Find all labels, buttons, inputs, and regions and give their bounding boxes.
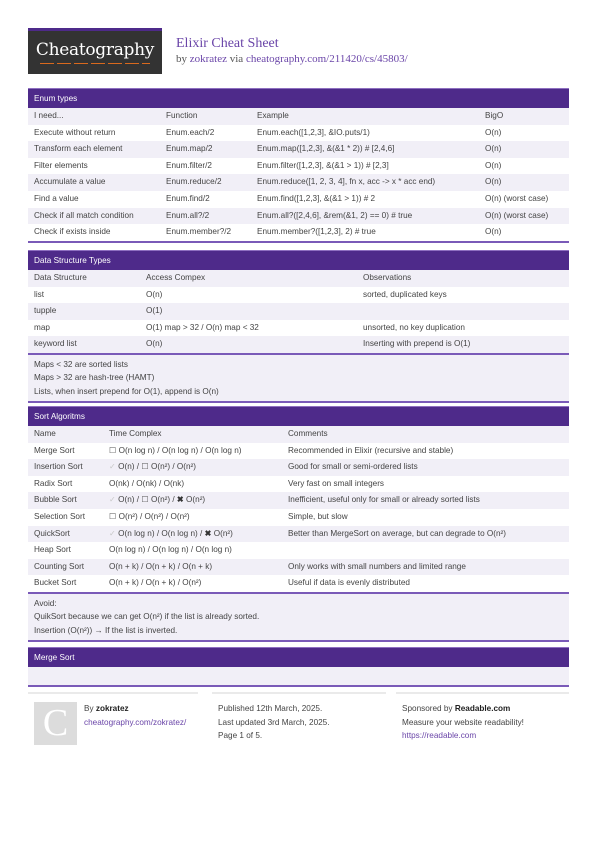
comment-cell: Very fast on small integers (288, 478, 385, 488)
table-row (28, 320, 569, 337)
complexity-cell (109, 509, 288, 526)
page-footer (28, 692, 569, 752)
function-cell: Enum.all?/2 (166, 210, 210, 220)
algorithm-name-cell: Bubble Sort (34, 495, 77, 505)
table-row (28, 476, 569, 493)
logo-text: Cheatography (35, 40, 155, 60)
need-cell: Filter elements (34, 160, 88, 170)
table-row (28, 542, 569, 559)
observation-cell: unsorted, no key duplication (363, 322, 465, 332)
function-cell: Enum.each/2 (166, 127, 215, 137)
table-row (28, 141, 569, 158)
footer-author-name[interactable]: zokratez (95, 704, 129, 713)
complexity-text: O(n) / (118, 462, 142, 472)
comment-cell: Useful if data is evenly distributed (288, 578, 410, 588)
algorithm-name-cell: Merge Sort (34, 445, 75, 455)
comment-cell: Good for small or semi-ordered lists (288, 462, 418, 472)
table-row (28, 575, 569, 592)
need-cell: Execute without return (34, 127, 116, 137)
access-cell: O(1) (146, 306, 163, 316)
algorithm-name-cell: Selection Sort (34, 511, 85, 521)
footer-author (28, 692, 198, 752)
cheatography-logo[interactable] (28, 28, 162, 74)
checkbox-icon: ☐ (109, 445, 119, 455)
access-cell: O(n) (146, 339, 163, 349)
structure-cell: tupple (34, 306, 57, 316)
complexity-cell (109, 492, 288, 509)
example-cell: Enum.all?([2,4,6], &rem(&1, 2) == 0) # true (257, 210, 413, 220)
note-line: Lists, when insert prepend for O(1), append is O(n) (34, 386, 219, 396)
complexity-text: O(n + k) / O(n + k) / O(n + k) (109, 561, 213, 571)
sort-table (28, 426, 569, 594)
enum-table (28, 108, 569, 243)
footer-author-link[interactable]: cheatography.com/zokratez/ (84, 717, 187, 727)
section-title: Sort Algoritms (28, 406, 569, 426)
complexity-cell (109, 559, 288, 576)
example-cell: Enum.member?([1,2,3], 2) # true (257, 227, 376, 237)
title-block (176, 36, 408, 65)
column-header: Time Complex (109, 429, 162, 438)
comment-cell: Better than MergeSort on average, but can degrade to O(n²) (288, 528, 507, 538)
structure-cell: list (34, 289, 45, 299)
need-cell: Check if all match condition (34, 210, 134, 220)
footer-dates (212, 692, 386, 743)
example-cell: Enum.map([1,2,3], &(&1 * 2)) # [2,4,6] (257, 144, 395, 154)
complexity-text: O(n log n) / O(n log n) / O(n log n) (109, 545, 232, 555)
logo-underline (40, 63, 150, 64)
example-cell: Enum.find([1,2,3], &(&1 > 1)) # 2 (257, 193, 376, 203)
merge-sort-body (28, 667, 569, 687)
section-title: Data Structure Types (28, 250, 569, 270)
column-header: Comments (288, 429, 328, 438)
sponsor-line (402, 702, 569, 716)
complexity-text: O(n) / (118, 495, 142, 505)
need-cell: Transform each element (34, 144, 123, 154)
bigo-cell: O(n) (485, 144, 502, 154)
comment-cell: Inefficient, useful only for small or already sorted lists (288, 495, 480, 505)
note-line: Insertion (O(n²)) → If the list is inverted. (34, 625, 178, 635)
column-header: I need... (34, 111, 64, 120)
sponsor-link[interactable]: https://readable.com (402, 731, 477, 740)
table-row (28, 125, 569, 142)
function-cell: Enum.find/2 (166, 193, 210, 203)
example-cell: Enum.each([1,2,3], &IO.puts/1) (257, 127, 370, 137)
algorithm-name-cell: Bucket Sort (34, 578, 77, 588)
checkbox-icon: ☐ (141, 495, 151, 505)
table-row (28, 287, 569, 304)
table-row (28, 158, 569, 175)
complexity-cell (109, 443, 288, 460)
complexity-text: O(n + k) / O(n + k) / O(n²) (109, 578, 202, 588)
comment-cell: Recommended in Elixir (recursive and stable) (288, 445, 454, 455)
function-cell: Enum.member?/2 (166, 227, 232, 237)
data-structure-table (28, 270, 569, 355)
section-title: Enum types (28, 88, 569, 108)
section-data-structure-types (28, 250, 569, 403)
page-number: Page 1 of 5. (218, 731, 263, 740)
example-cell: Enum.reduce([1, 2, 3, 4], fn x, acc -> x * acc end) (257, 177, 436, 187)
column-header: Observations (363, 273, 412, 282)
table-row (28, 492, 569, 509)
complexity-text: O(n log n) / O(n log n) / (118, 528, 205, 538)
function-cell: Enum.map/2 (166, 144, 213, 154)
note-line: Maps < 32 are sorted lists (34, 359, 128, 369)
page-header (28, 28, 578, 74)
table-header-row (28, 270, 569, 287)
observation-cell: sorted, duplicated keys (363, 289, 447, 299)
note-line: Avoid: (34, 598, 57, 608)
need-cell: Accumulate a value (34, 177, 106, 187)
structure-cell: keyword list (34, 339, 77, 349)
algorithm-name-cell: QuickSort (34, 528, 70, 538)
section-merge-sort (28, 647, 569, 687)
table-row (28, 174, 569, 191)
algorithm-name-cell: Counting Sort (34, 561, 85, 571)
need-cell: Find a value (34, 193, 79, 203)
column-header: Function (166, 111, 198, 120)
algorithm-name-cell: Radix Sort (34, 478, 73, 488)
complexity-cell (109, 542, 288, 559)
author-link[interactable]: zokratez (189, 53, 227, 65)
function-cell: Enum.filter/2 (166, 160, 212, 170)
footer-sponsor (396, 692, 569, 743)
algorithm-name-cell: Insertion Sort (34, 462, 83, 472)
footer-by-label: By (84, 704, 96, 713)
column-header: Access Compex (146, 273, 206, 282)
footer-by-line (84, 702, 186, 716)
via-text: via (227, 53, 246, 65)
check-icon: ✓ (109, 495, 119, 505)
algorithm-name-cell: Heap Sort (34, 545, 71, 555)
sponsored-prefix: Sponsored by (402, 704, 455, 713)
sheet-url-link[interactable]: cheatography.com/211420/cs/45803/ (245, 53, 408, 65)
function-cell: Enum.reduce/2 (166, 177, 222, 187)
complexity-cell (109, 476, 288, 493)
checkbox-icon: ☐ (109, 511, 119, 521)
complexity-text: O(n²) / O(n²) / O(n²) (118, 511, 190, 521)
bigo-cell: O(n) (485, 160, 502, 170)
example-cell: Enum.filter([1,2,3], &(&1 > 1)) # [2,3] (257, 160, 389, 170)
comment-cell (288, 542, 563, 559)
table-row (28, 191, 569, 208)
check-icon: ✓ (109, 528, 119, 538)
table-row (28, 526, 569, 543)
complexity-text: O(n²) / O(n²) (150, 462, 196, 472)
bigo-cell: O(n) (worst case) (485, 210, 549, 220)
table-row (28, 559, 569, 576)
complexity-text: O(n log n) / O(n log n) / O(n log n) (118, 445, 242, 455)
complexity-cell (109, 459, 288, 476)
table-row (28, 459, 569, 476)
bigo-cell: O(n) (worst case) (485, 193, 549, 203)
table-row (28, 303, 569, 320)
updated-date: Last updated 3rd March, 2025. (218, 717, 330, 727)
published-date: Published 12th March, 2025. (218, 704, 323, 713)
table-header-row (28, 108, 569, 125)
complexity-text: O(n²) / (150, 495, 177, 505)
page-title: Elixir Cheat Sheet (176, 36, 279, 51)
data-structure-notes (28, 355, 569, 404)
access-cell: O(1) map > 32 / O(n) map < 32 (146, 322, 259, 332)
table-row (28, 224, 569, 241)
section-title: Merge Sort (28, 647, 569, 667)
table-header-row (28, 426, 569, 443)
column-header: Data Structure (34, 273, 87, 282)
access-cell: O(n) (146, 289, 163, 299)
table-row (28, 443, 569, 460)
complexity-text: O(n²) (186, 495, 206, 505)
observation-cell: Inserting with prepend is O(1) (363, 339, 471, 349)
need-cell: Check if exists inside (34, 227, 111, 237)
table-row (28, 509, 569, 526)
sponsor-tagline: Measure your website readability! (402, 717, 524, 727)
complexity-cell (109, 526, 288, 543)
note-line: QuikSort because we can get O(n²) if the list is already sorted. (34, 612, 260, 622)
check-icon: ✓ (109, 462, 119, 472)
observation-cell (363, 303, 563, 320)
complexity-cell (109, 575, 288, 592)
complexity-text: O(nk) / O(nk) / O(nk) (109, 478, 185, 488)
section-sort-algorithms (28, 406, 569, 642)
comment-cell: Only works with small numbers and limited range (288, 561, 466, 571)
comment-cell: Simple, but slow (288, 511, 348, 521)
column-header: Name (34, 429, 56, 438)
cross-icon: ✖ (204, 528, 214, 538)
sponsor-name[interactable]: Readable.com (454, 704, 511, 713)
table-row (28, 336, 569, 353)
table-row (28, 208, 569, 225)
author-avatar: C (34, 702, 77, 745)
structure-cell: map (34, 322, 50, 332)
note-line: Maps > 32 are hash-tree (HAMT) (34, 373, 155, 383)
by-prefix: by (176, 53, 190, 65)
bigo-cell: O(n) (485, 127, 502, 137)
sort-notes (28, 594, 569, 643)
checkbox-icon: ☐ (141, 462, 151, 472)
byline (176, 53, 408, 65)
bigo-cell: O(n) (485, 177, 502, 187)
column-header: BigO (485, 111, 504, 120)
column-header: Example (257, 111, 289, 120)
bigo-cell: O(n) (485, 227, 502, 237)
complexity-text: O(n²) (213, 528, 233, 538)
cross-icon: ✖ (176, 495, 187, 505)
section-enum-types (28, 88, 569, 243)
